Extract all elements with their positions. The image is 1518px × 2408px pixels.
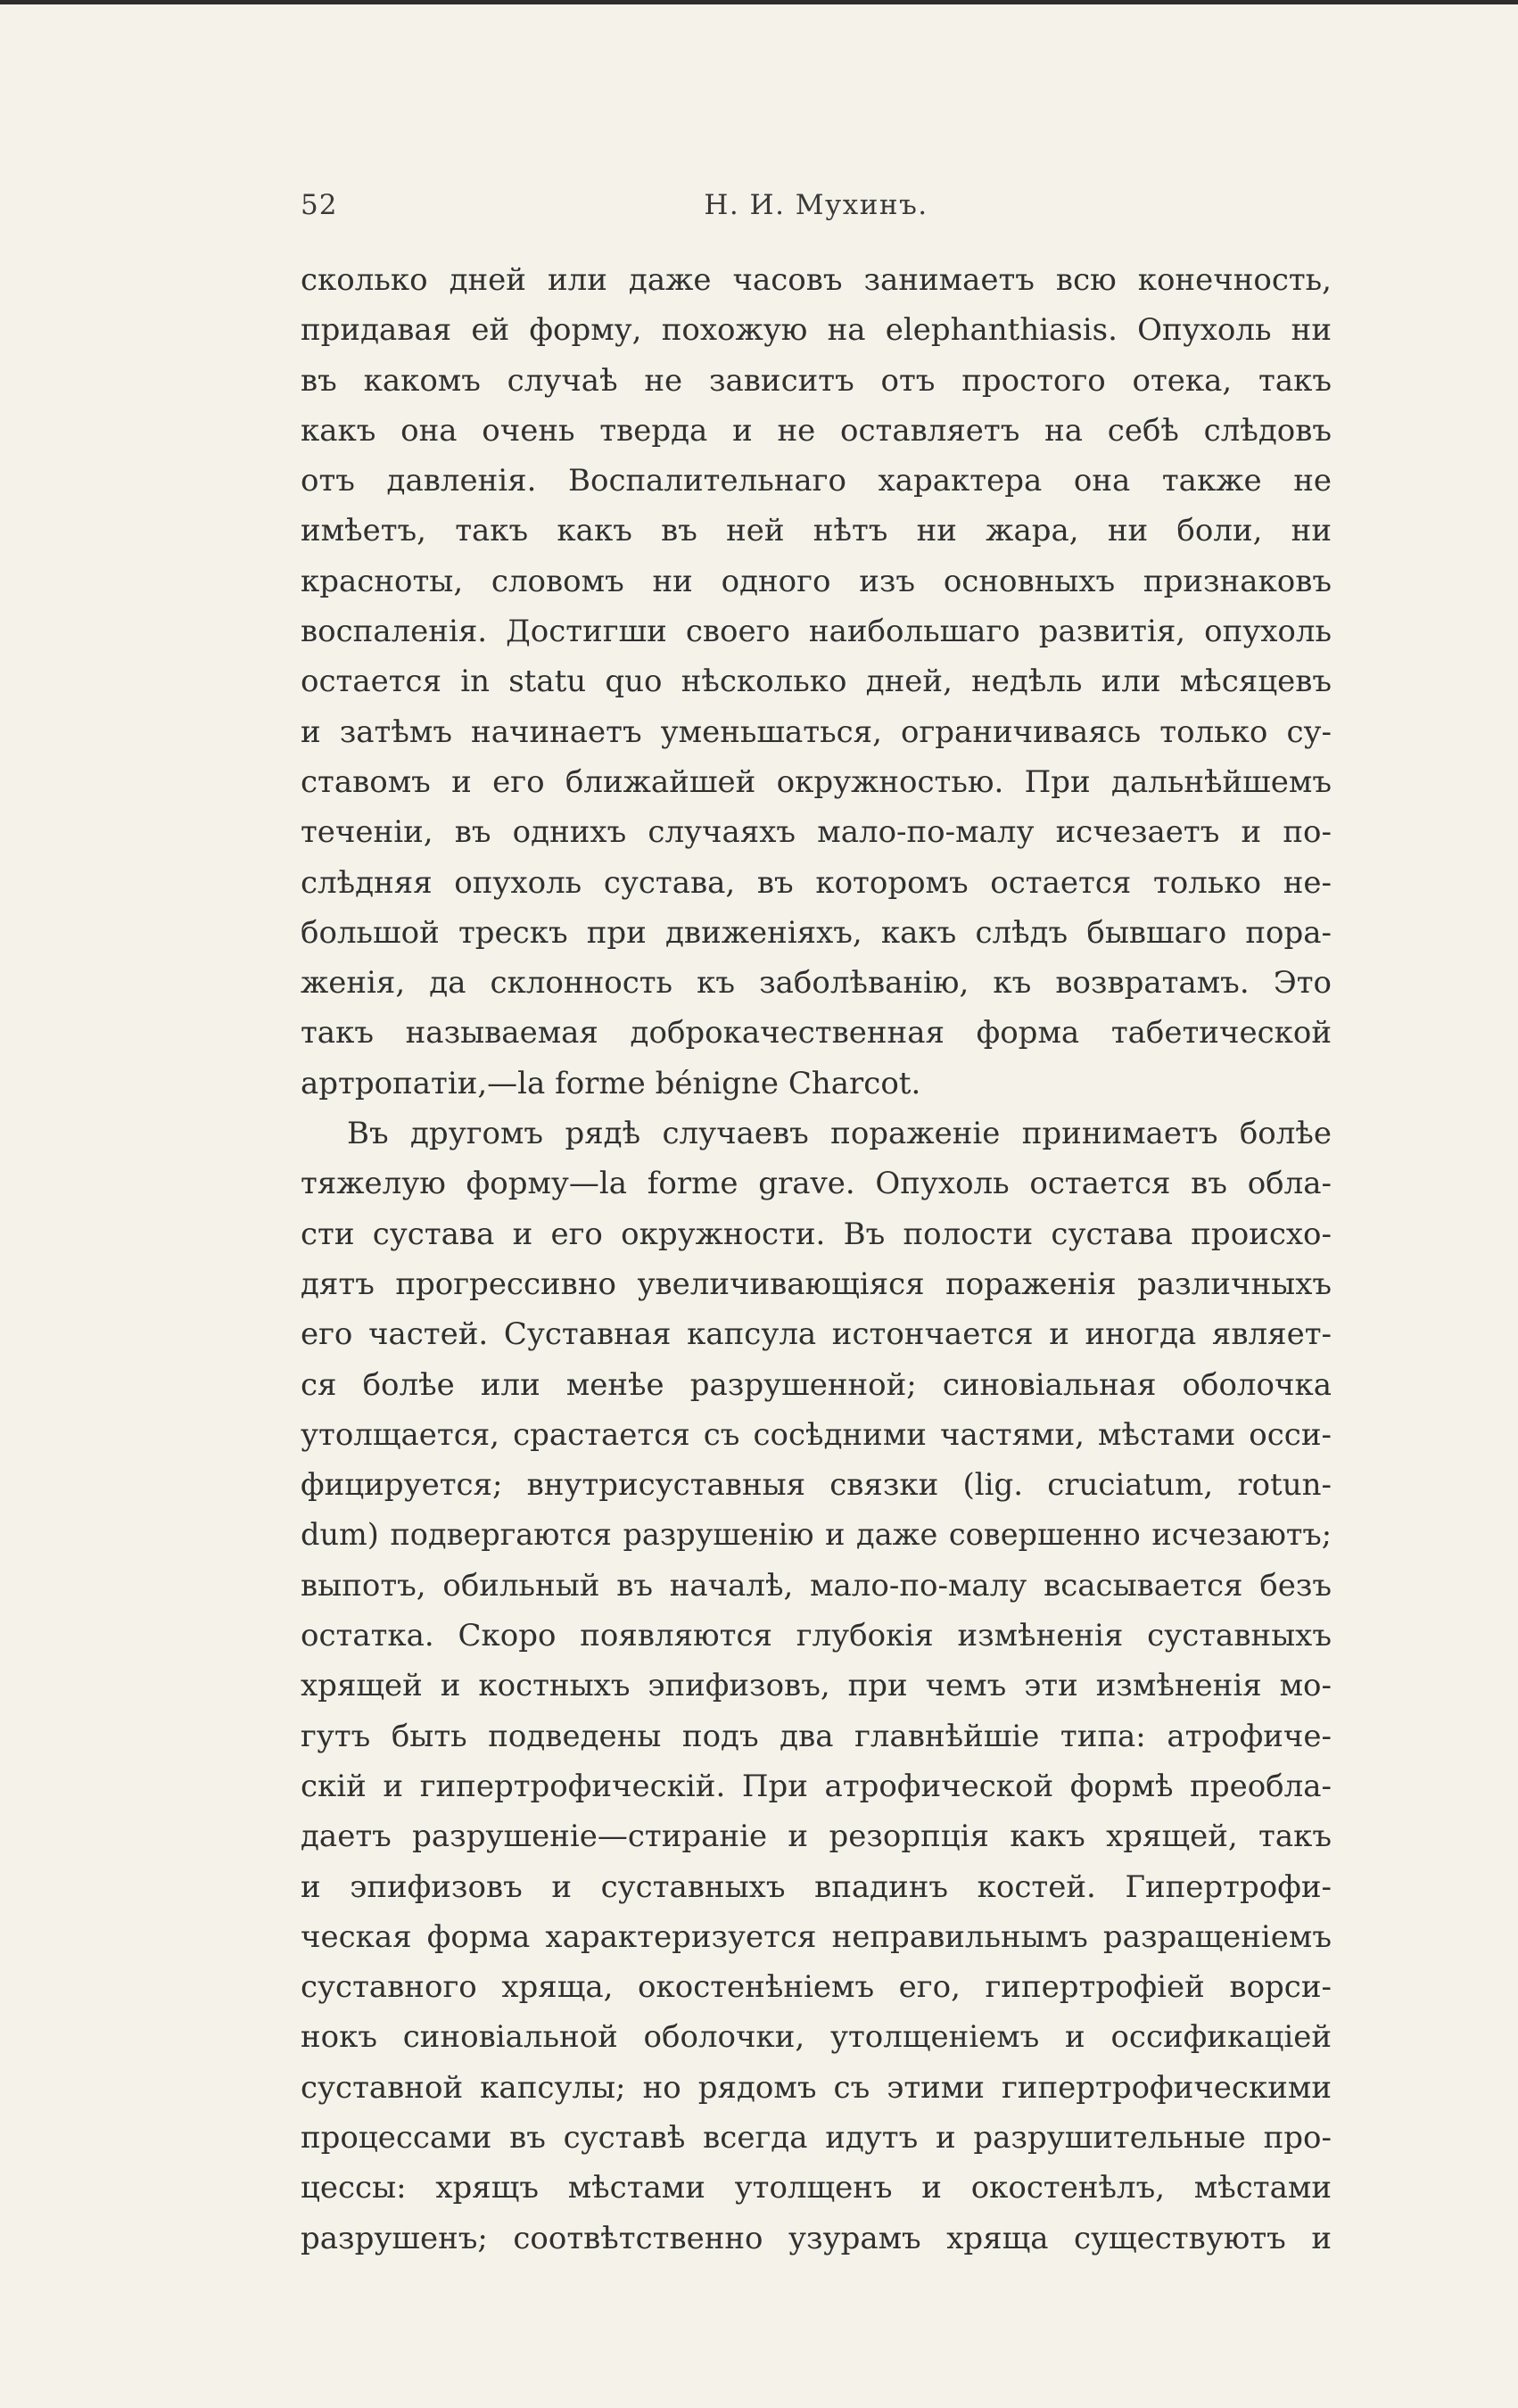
text-line: дятъ прогрессивно увеличивающіяся пораженія различныхъ [301,1266,1332,1302]
text-line: нокъ синовіальной оболочки, утолщеніемъ и оссификаціей [301,2019,1332,2056]
text-line: и эпифизовъ и суставныхъ впадинъ костей. Гипертрофи- [301,1868,1332,1905]
text-line: его частей. Суставная капсула истончается и иногда являет- [301,1316,1332,1353]
text-line: Въ другомъ рядѣ случаевъ пораженіе принимаетъ болѣе [347,1116,1332,1152]
text-line: большой трескъ при движеніяхъ, какъ слѣдъ бывшаго пора- [301,914,1332,951]
text-line: разрушенъ; соотвѣтственно узурамъ хряща существуютъ и [301,2220,1332,2256]
text-line: тяжелую форму—la forme grave. Опухоль остается въ обла- [301,1166,1332,1202]
text-line: ческая форма характеризуется неправильнымъ разращеніемъ [301,1918,1332,1955]
text-line: гутъ быть подведены подъ два главнѣйшіе типа: атрофиче- [301,1718,1332,1754]
text-line: фицируется; внутрисуставныя связки (lig. cruciatum, rotun- [301,1467,1332,1504]
text-line: суставного хряща, окостенѣніемъ его, гипертрофіей ворси- [301,1969,1332,2006]
text-line: теченіи, въ однихъ случаяхъ мало-по-малу исчезаетъ и по- [301,814,1332,851]
text-line: женія, да склонность къ заболѣванію, къ возвратамъ. Это [301,965,1332,1002]
text-line: скій и гипертрофическій. При атрофической формѣ преобла- [301,1768,1332,1804]
text-line: выпотъ, обильный въ началѣ, мало-по-малу всасывается безъ [301,1567,1332,1604]
text-line: утолщается, срастается съ сосѣдними частями, мѣстами осси- [301,1416,1332,1453]
paragraph-2 [301,1109,1332,2264]
text-line: въ какомъ случаѣ не зависитъ отъ простого отека, такъ [301,362,1332,399]
page-number: 52 [301,189,338,221]
text-line: остается in statu quo нѣсколько дней, недѣль или мѣсяцевъ [301,664,1332,700]
text-line: слѣдняя опухоль сустава, въ которомъ остается только не- [301,864,1332,901]
text-line: имѣетъ, такъ какъ въ ней нѣтъ ни жара, ни боли, ни [301,513,1332,549]
running-head: Н. И. Мухинъ. [704,189,928,221]
page-header [301,189,1332,234]
text-line: цессы: хрящъ мѣстами утолщенъ и окостенѣлъ, мѣстами [301,2170,1332,2206]
text-line: dum) подвергаются разрушенію и даже совершенно исчезаютъ; [301,1517,1332,1553]
text-line: придавая ей форму, похожую на elephanthiasis. Опухоль ни [301,312,1332,349]
text-line: даетъ разрушеніе—стираніе и резорпція какъ хрящей, такъ [301,1818,1332,1855]
text-line: процессами въ суставѣ всегда идутъ и разрушительные про- [301,2119,1332,2156]
text-line: сти сустава и его окружности. Въ полости сустава происхо- [301,1216,1332,1252]
paragraph-1 [301,255,1332,1109]
text-line: красноты, словомъ ни одного изъ основныхъ признаковъ [301,563,1332,599]
text-line: ся болѣе или менѣе разрушенной; синовіальная оболочка [301,1366,1332,1403]
text-line: артропатіи,—la forme bénigne Charcot. [301,1065,921,1101]
text-line: сколько дней или даже часовъ занимаетъ всю конечность, [301,262,1332,298]
text-line: такъ называемая доброкачественная форма табетической [301,1015,1332,1051]
text-line: отъ давленія. Воспалительнаго характера она также не [301,463,1332,499]
text-line: какъ она очень тверда и не оставляетъ на себѣ слѣдовъ [301,412,1332,449]
text-line: остатка. Скоро появляются глубокія измѣненія суставныхъ [301,1618,1332,1654]
text-line: суставной капсулы; но рядомъ съ этими гипертрофическими [301,2069,1332,2106]
text-line: воспаленія. Достигши своего наибольшаго развитія, опухоль [301,614,1332,650]
body-text [301,255,1332,2264]
text-line: и затѣмъ начинаетъ уменьшаться, ограничиваясь только су- [301,713,1332,750]
top-edge-rule [0,0,1518,4]
text-line: хрящей и костныхъ эпифизовъ, при чемъ эти измѣненія мо- [301,1668,1332,1704]
text-line: ставомъ и его ближайшей окружностью. При дальнѣйшемъ [301,763,1332,800]
